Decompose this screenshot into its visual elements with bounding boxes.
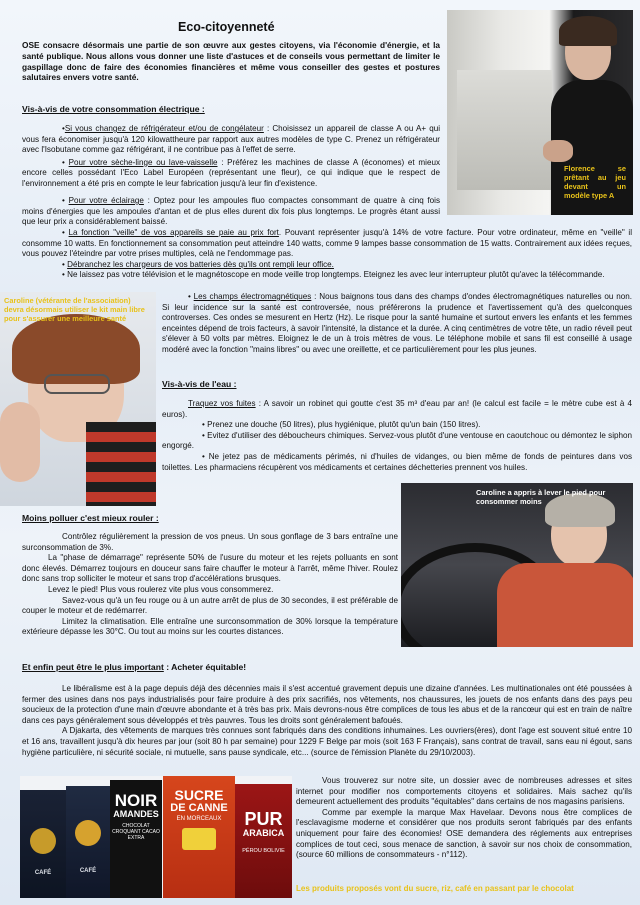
bullet-icon: • [62, 196, 65, 205]
section-electrique: Vis-à-vis de votre consommation électrique : [22, 104, 205, 114]
page-title: Eco-citoyenneté [178, 20, 275, 34]
product-1: CAFÉ [20, 790, 66, 898]
emf-block: • Les champs électromagnétiques : Nous baignons tous dans des champs d'ondes électromagnétiques naturelles ou non. Si leur incidence sur la santé est controversée, nous préférerons la prudence et l'avertissement qu'à des quelconques controverses. Ces ondes se mesurent en Hertz (Hz). Le risque pour la santé humaine et surtout envers les enfants et les femmes enceintes dépend de trois facteurs, à savoir l'intensité, la distance et la durée. A cinq centimètres de votre tête, un radio réveil peut s'élever à 50 volts par mètres. Eloignez le de un à trois mètres de vous. Le téléphone mobile et sans fil est conseillé à usage modéré avec la fonction "mains libres" ou avec une oreillette, et ce particulièrement pour les plus jeunes. [162, 292, 633, 354]
rouler-block: Contrôlez régulièrement la pression de vos pneus. Un sous gonflage de 3 bars entraîne une surconsommation de 3%. La "phase de démarrage" représente 50% de l'usure du moteur et les rejets polluants en sont donc élevés. Démarrez toujours en douceur sans faire chauffer le moteur à l'arrêt, même l'hiver. Roulez donc sans trop solliciter le moteur et sans trop d'accélérations brusques. Levez le pied! Plus vous roulerez vite plus vous consommerez. Savez-vous qu'à un feu rouge ou à un autre arrêt de plus de 30 secondes, il est préférable de couper le moteur et de redémarrer. Limitez la climatisation. Elle entraîne une surconsommation de 30% lorsque la température extérieure dépasse les 30°C. Ou tout au moins sur les courtes distances. [22, 532, 398, 637]
bullet-icon: • [202, 451, 205, 461]
caption-caroline-1: Caroline (vétérante de l'association) devra désormais utiliser le kit main libre pour s'assurer une meilleure santé [4, 296, 145, 323]
photo-caroline-phone [0, 292, 156, 506]
bullet-icon: • [62, 124, 65, 133]
eau-block: Traquez vos fuites : A savoir un robinet qui goutte c'est 35 m³ d'eau par an! (le calcul est facile = le mètre cube est à 4 euros). • Prenez une douche (50 litres), plus hygiénique, plutôt qu'un bain (150 litres). • Evitez d'utiliser des déboucheurs chimiques. Servez-vous plutôt d'une ventouse en caoutchouc ou démontez le siphon engorgé. • Ne jetez pas de médicaments périmés, ni d'huiles de vidanges, ou bien même de fonds de peintures dans vos toilettes. Les pharmaciens récupèrent vos médicaments et certaines déchetteries prennent vos huiles. [162, 399, 632, 472]
bullet-icon: • [188, 292, 191, 301]
section-eau: Vis-à-vis de l'eau : [162, 379, 237, 389]
caption-florence: Florence se prêtant au jeu devant un modèle type A [564, 164, 626, 200]
elec-block-1: •Si vous changez de réfrigérateur et/ou de congélateur : Choisissez un appareil de classe A ou A+ qui vous fera économiser jusqu'à 120 kilowattheure par rapport aux autres modèles de type C. Prenez un réfrigérateur avec l'Isobutane comme gaz réfrigérant, il ne contribue pas à l'effet de serre. • Pour votre sèche-linge ou lave-vaisselle : Préférez les machines de classe A (économes) et mieux encore celles possédant l'Eco Label Européen (représentant une fleur), ce qui indique que le respect de l'environnement a été pris en compte le leur fabrication jusqu'à leur fin d'existence. [22, 124, 440, 188]
bullet-icon: • [62, 157, 65, 167]
photo-caroline-driving [401, 483, 633, 647]
product-noir-amandes: NOIR AMANDES CHOCOLAT CROQUANT CACAO EXTRA [110, 780, 162, 898]
photo-fairtrade-products [20, 776, 292, 898]
section-rouler: Moins polluer c'est mieux rouler : [22, 513, 159, 523]
elec-block-3: • La fonction "veille" de vos appareils se paie au prix fort. Pouvant représenter jusqu'à 14% de votre facture. Pour votre ordinateur, même en "veille" il consomme 10 watts. En fonctionnement sa consommation peut atteindre 140 watts, comme 9 lampes basse consommation de 15 watts. Contrairement aux idées reçues, vous pouvez l'éteindre par votre prises multiples, celà ne l'endommage pas. • Débranchez les chargeurs de vos batteries dès qu'ils ont rempli leur office. • Ne laissez pas votre télévision et le magnétoscope en mode veille trop longtemps. Eteignez les avec leur interrupteur plutôt qu'avec la télécommande. [22, 228, 632, 280]
elec-block-2: • Pour votre éclairage : Optez pour les ampoules fluo compactes consommant de quatre à cinq fois moins d'énergies que les ampoules d'antan et de plus elles durent dix fois plus longtemps. Le progrès étant aussi que leur prix a considérablement baissé. [22, 196, 441, 227]
equitable-block: Le libéralisme est à la page depuis déjà des décennies mais il s'est accentué gravement depuis une dizaine d'années. Les multinationales ont été poussées à fermer des usines dans nos pays industrialisés pour faire produire à des prix sacrifiés, nos vêtements, nos chaussures, les jouets de nos enfants dans des pays peu soucieux de la protection d'une main d'œuvre abondante et à très bas prix. Mais devrons-nous être complices de tous les abus et de la rancœur qui est en train de naître dans ces pays généralement sous développés et très pauvres. Tous les droits sont généralement bafoués. A Djakarta, des vêtements de marques très connues sont fabriqués dans des conditions inhumaines. Les ouvriers(ères), dont l'age est souvent situé entre 10 et 16 ans, travaillent jusqu'à dix heures par jour (soit 80 h par semaine) pour 1229 F Belge par mois (soit 163 F Français), sans contrat de travail, sans eau ni égout, sans hygiène particulière, ni sécurité sociale, ni mutuelle, sans pause syndicale, etc... (source de l'émission Planète du 29/10/2003). [22, 684, 632, 757]
product-pur-arabica: PUR ARABICA PÉROU BOLIVIE [235, 784, 292, 898]
bullet-icon: • [202, 420, 205, 430]
bullet-icon: • [62, 228, 65, 237]
caption-products: Les produits proposés vont du sucre, riz, café en passant par le chocolat [296, 884, 574, 893]
bullet-icon: • [62, 270, 65, 280]
bullet-icon: • [62, 259, 65, 269]
intro-text: OSE consacre désormais une partie de son œuvre aux gestes citoyens, via l'économie d'énergie, et la santé publique. Nous allons vous donner une liste d'astuces et de conseils vous permettant de limiter le gaspillage donc de faire des économies financières et même vous conseiller des gestes et postures salutaires envers votre santé. [22, 40, 440, 83]
caption-caroline-2: Caroline a appris à lever le pied pour consommer moins [476, 488, 606, 506]
product-2: CAFÉ [66, 786, 110, 898]
product-sucre-canne: SUCRE DE CANNE EN MORCEAUX [163, 776, 235, 898]
section-equitable: Et enfin peut être le plus important : Acheter équitable! [22, 662, 247, 672]
bullet-icon: • [202, 430, 205, 440]
equitable-block-2: Vous trouverez sur notre site, un dossier avec de nombreuses adresses et sites internet pour modifier nos comportements citoyens et solidaires. Mais sachez qu'ils demeurent actuellement des produits "équitables" dans certains de nos magasins parisiens. Comme par exemple la marque Max Havelaar. Devons nous être complices de l'esclavagisme moderne et considérer que nos produits seront fabriqués par des enfants uniquement pour faire des économies! OSE demandera des réglements aux entreprises complices de tout ceci, sous menace de sanction, à savoir sur nos choix de consommation, (source 60 millions de consommateurs - n°112). [296, 776, 632, 860]
